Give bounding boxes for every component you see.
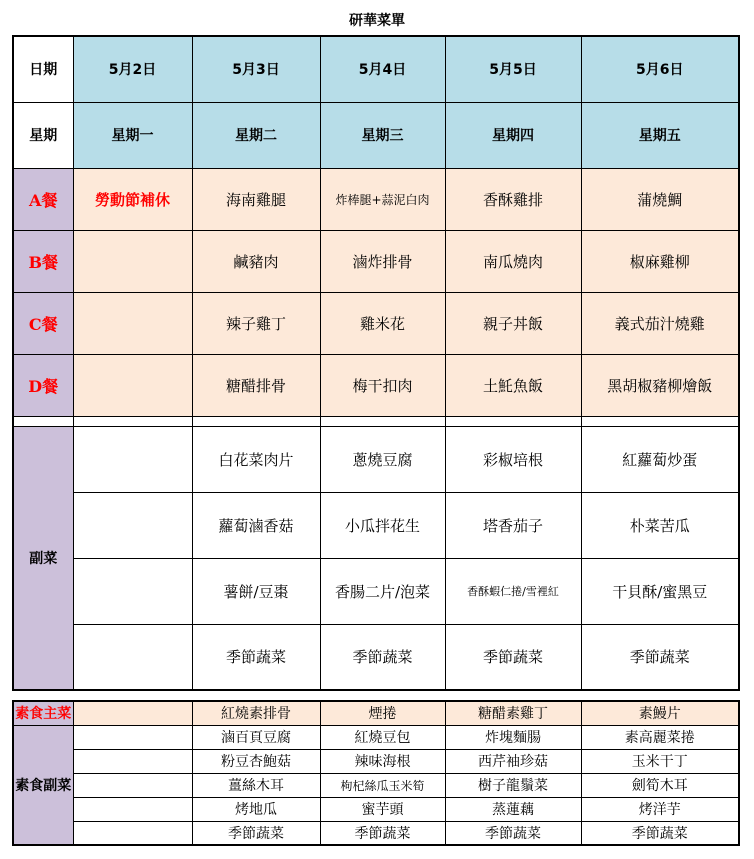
meal-a-row <box>13 168 739 230</box>
side-cell: 季節蔬菜 <box>445 624 581 690</box>
veg-side-label: 素食副菜 <box>13 725 73 845</box>
weekday-cell: 星期三 <box>320 102 445 168</box>
empty-cell <box>73 230 192 292</box>
side-cell: 彩椒培根 <box>445 426 581 492</box>
veg-side-cell: 季節蔬菜 <box>320 821 445 845</box>
weekday-label: 星期 <box>13 102 73 168</box>
veg-side-row <box>13 749 739 773</box>
date-cell: 5月2日 <box>73 36 192 102</box>
meal-cell: 黑胡椒豬柳燴飯 <box>581 354 739 416</box>
empty-cell <box>73 354 192 416</box>
date-cell: 5月6日 <box>581 36 739 102</box>
empty-cell <box>73 749 192 773</box>
veg-side-cell: 季節蔬菜 <box>192 821 320 845</box>
date-cell: 5月4日 <box>320 36 445 102</box>
veg-main-cell: 煙捲 <box>320 701 445 725</box>
veg-side-row <box>13 773 739 797</box>
meal-c-label: C餐 <box>13 292 73 354</box>
meal-cell: 親子丼飯 <box>445 292 581 354</box>
veg-side-cell: 烤地瓜 <box>192 797 320 821</box>
veg-side-cell: 樹子龍鬚菜 <box>445 773 581 797</box>
empty-cell <box>73 725 192 749</box>
vegetarian-table <box>12 700 740 846</box>
spacer-cell <box>73 416 192 426</box>
empty-cell <box>73 426 192 492</box>
side-cell: 干貝酥/蜜黑豆 <box>581 558 739 624</box>
veg-side-cell: 烤洋芋 <box>581 797 739 821</box>
meal-cell: 蒲燒鯛 <box>581 168 739 230</box>
veg-main-row <box>13 701 739 725</box>
veg-side-cell: 玉米干丁 <box>581 749 739 773</box>
side-label: 副菜 <box>13 426 73 690</box>
side-row <box>13 492 739 558</box>
meal-b-row <box>13 230 739 292</box>
meal-cell: 義式茄汁燒雞 <box>581 292 739 354</box>
veg-side-row <box>13 725 739 749</box>
date-cell: 5月3日 <box>192 36 320 102</box>
side-row <box>13 624 739 690</box>
meal-c-row <box>13 292 739 354</box>
side-cell: 紅蘿蔔炒蛋 <box>581 426 739 492</box>
veg-side-cell: 西芹袖珍菇 <box>445 749 581 773</box>
spacer-cell <box>445 416 581 426</box>
meal-cell: 香酥雞排 <box>445 168 581 230</box>
side-cell: 塔香茄子 <box>445 492 581 558</box>
meal-cell: 椒麻雞柳 <box>581 230 739 292</box>
weekday-cell: 星期五 <box>581 102 739 168</box>
weekday-cell: 星期一 <box>73 102 192 168</box>
side-cell: 小瓜拌花生 <box>320 492 445 558</box>
veg-side-cell: 辣味海根 <box>320 749 445 773</box>
meal-cell: 糖醋排骨 <box>192 354 320 416</box>
empty-cell <box>73 492 192 558</box>
empty-cell <box>73 701 192 725</box>
weekday-cell: 星期四 <box>445 102 581 168</box>
weekday-row <box>13 102 739 168</box>
empty-cell <box>73 558 192 624</box>
veg-side-cell: 滷百頁豆腐 <box>192 725 320 749</box>
spacer-cell <box>320 416 445 426</box>
veg-side-cell: 蜜芋頭 <box>320 797 445 821</box>
meal-cell: 炸棒腿+蒜泥白肉 <box>320 168 445 230</box>
spacer-cell <box>192 416 320 426</box>
spacer-cell <box>13 416 73 426</box>
meal-cell: 鹹豬肉 <box>192 230 320 292</box>
side-cell: 香酥蝦仁捲/雪裡紅 <box>445 558 581 624</box>
weekday-cell: 星期二 <box>192 102 320 168</box>
side-cell: 蘿蔔滷香菇 <box>192 492 320 558</box>
menu-title: 研華菜單 <box>349 13 405 29</box>
date-label: 日期 <box>13 36 73 102</box>
meal-cell: 雞米花 <box>320 292 445 354</box>
veg-main-cell: 紅燒素排骨 <box>192 701 320 725</box>
side-cell: 季節蔬菜 <box>192 624 320 690</box>
empty-cell <box>73 624 192 690</box>
meal-cell: 南瓜燒肉 <box>445 230 581 292</box>
veg-main-cell: 素鰻片 <box>581 701 739 725</box>
spacer-cell <box>581 416 739 426</box>
date-cell: 5月5日 <box>445 36 581 102</box>
meal-d-label: D餐 <box>13 354 73 416</box>
veg-side-cell: 劍筍木耳 <box>581 773 739 797</box>
side-cell: 薯餅/豆棗 <box>192 558 320 624</box>
veg-side-row <box>13 821 739 845</box>
side-cell: 季節蔬菜 <box>320 624 445 690</box>
meal-cell: 梅干扣肉 <box>320 354 445 416</box>
veg-main-label: 素食主菜 <box>13 701 73 725</box>
veg-side-cell: 粉豆杏鮑菇 <box>192 749 320 773</box>
empty-cell <box>73 821 192 845</box>
holiday-note: 勞動節補休 <box>73 168 192 230</box>
veg-side-cell: 炸塊麵腸 <box>445 725 581 749</box>
meal-cell: 土魠魚飯 <box>445 354 581 416</box>
side-cell: 白花菜肉片 <box>192 426 320 492</box>
empty-cell <box>73 292 192 354</box>
veg-side-cell: 素高麗菜捲 <box>581 725 739 749</box>
date-row <box>13 36 739 102</box>
meal-a-label: A餐 <box>13 168 73 230</box>
empty-cell <box>73 797 192 821</box>
meal-cell: 辣子雞丁 <box>192 292 320 354</box>
veg-main-cell: 糖醋素雞丁 <box>445 701 581 725</box>
meal-b-label: B餐 <box>13 230 73 292</box>
side-cell: 季節蔬菜 <box>581 624 739 690</box>
spacer-row <box>13 416 739 426</box>
side-row <box>13 426 739 492</box>
veg-side-cell: 蒸蓮藕 <box>445 797 581 821</box>
veg-side-cell: 枸杞絲瓜玉米筍 <box>320 773 445 797</box>
empty-cell <box>73 773 192 797</box>
side-cell: 蔥燒豆腐 <box>320 426 445 492</box>
side-cell: 朴菜苦瓜 <box>581 492 739 558</box>
veg-side-row <box>13 797 739 821</box>
meal-cell: 海南雞腿 <box>192 168 320 230</box>
meal-cell: 滷炸排骨 <box>320 230 445 292</box>
veg-side-cell: 薑絲木耳 <box>192 773 320 797</box>
main-menu-table <box>12 35 740 691</box>
veg-side-cell: 季節蔬菜 <box>445 821 581 845</box>
veg-side-cell: 紅燒豆包 <box>320 725 445 749</box>
side-cell: 香腸二片/泡菜 <box>320 558 445 624</box>
veg-side-cell: 季節蔬菜 <box>581 821 739 845</box>
meal-d-row <box>13 354 739 416</box>
side-row <box>13 558 739 624</box>
